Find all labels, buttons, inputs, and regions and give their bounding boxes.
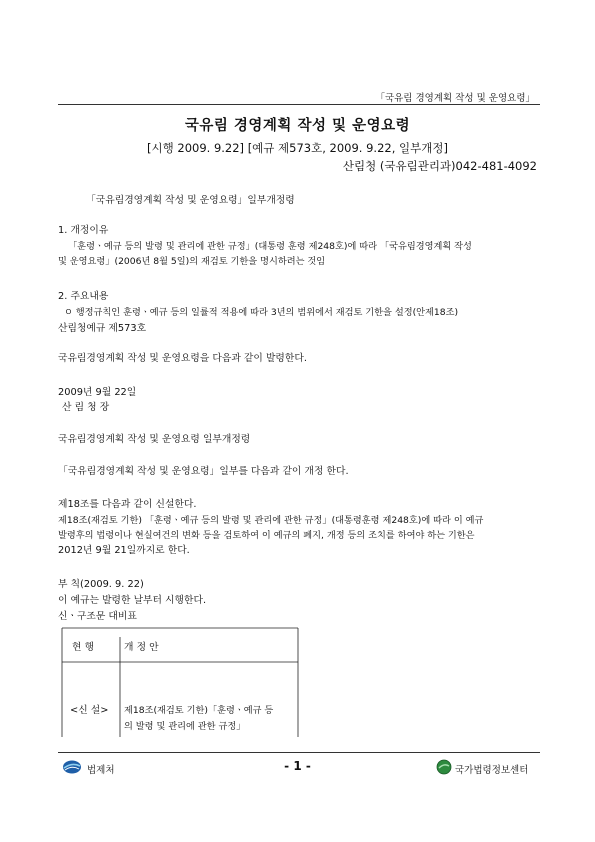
- promulgation-text: 국유림경영계획 작성 및 운영요령을 다음과 같이 발령한다.: [58, 353, 307, 364]
- page-number: - 1 -: [284, 759, 311, 773]
- article-line-3: 2012년 9월 21일까지로 한다.: [58, 545, 190, 556]
- table-col-current: 현 행: [72, 642, 95, 653]
- comparison-title: 신ㆍ구조문 대비표: [58, 611, 137, 622]
- footer-left-label: 법제처: [87, 765, 115, 776]
- header-divider: [58, 104, 540, 105]
- reason-line-1: 「훈령ㆍ예규 등의 발령 및 관리에 관한 규정」(대통령 훈령 제248호)에 따라 「국유림경영계획 작성: [68, 241, 472, 252]
- article-line-2: 발령후의 법령이나 현실여건의 변화 등을 검토하여 이 예규의 폐지, 개정 등의 조치를 하여야 하는 기한은: [58, 530, 475, 541]
- main-heading: 2. 주요내용: [58, 291, 109, 302]
- addenda-heading: 부 칙(2009. 9. 22): [58, 579, 144, 590]
- addenda-text: 이 예규는 발령한 날부터 시행한다.: [58, 595, 207, 606]
- table-col-revised: 개 정 안: [124, 642, 159, 653]
- amendment-name: 국유림경영계획 작성 및 운영요령 일부개정령: [58, 434, 251, 445]
- main-line-2: 산림청예규 제573호: [58, 323, 147, 334]
- article-line-1: 제18조(재검토 기한) 「훈령ㆍ예규 등의 발령 및 관리에 관한 규정」(대통령훈령 제248호)에 따라 이 예규: [58, 515, 484, 526]
- footer-divider: [58, 752, 540, 753]
- reason-heading: 1. 개정이유: [58, 225, 109, 236]
- article-new: 제18조를 다음과 같이 신설한다.: [58, 499, 197, 510]
- table-cell-revised-2: 의 발령 및 관리에 관한 규정」: [124, 721, 246, 732]
- amendment-intro: 「국유림경영계획 작성 및 운영요령」일부를 다음과 같이 개정 한다.: [58, 466, 349, 477]
- law-center-logo-icon: [436, 759, 452, 775]
- main-line-1: ㅇ 행정규칙인 훈령ㆍ예규 등의 일률적 적용에 따라 3년의 범위에서 재검토 기한을 설정(안제18조): [64, 307, 459, 318]
- enforcement-info: [시행 2009. 9.22] [예규 제573호, 2009. 9.22, 일부개정]: [147, 141, 448, 155]
- footer-right-label: 국가법령정보센터: [455, 765, 529, 776]
- issue-date: 2009년 9월 22일: [58, 387, 137, 398]
- table-cell-revised-1: 제18조(재검토 기한)「훈령ㆍ예규 등: [124, 705, 274, 716]
- agency-contact: 산림청 (국유림관리과)042-481-4092: [342, 159, 537, 173]
- amendment-title: 「국유림경영계획 작성 및 운영요령」일부개정령: [86, 195, 295, 206]
- table-cell-current: <신 설>: [70, 705, 109, 716]
- header-tag: 「국유림 경영계획 작성 및 운영요령」: [375, 93, 535, 104]
- document-title: 국유림 경영계획 작성 및 운영요령: [184, 118, 411, 134]
- reason-line-2: 및 운영요령」(2006년 8월 5일)의 재검토 기한을 명시하려는 것임: [58, 256, 326, 267]
- signer: 산 림 청 장: [62, 402, 110, 413]
